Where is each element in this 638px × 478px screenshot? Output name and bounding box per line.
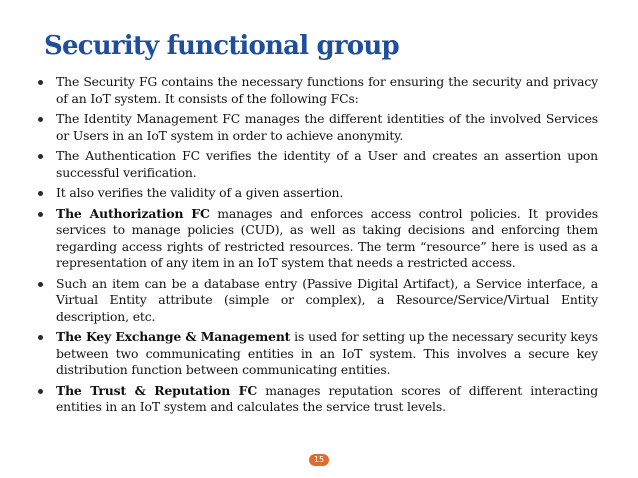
bullet-item-7 (0, 329, 638, 379)
bullet-item-2 (0, 111, 638, 144)
bullet-text: It also verifies the validity of a given assertion. (56, 185, 344, 200)
bullet-text: manages and enforces access control policies. It provides services to manage policies (CUD), as well as taking decisions and enforcing them regarding access rights of restricted resources. The term “resource” here is used as a representation of any item in an IoT system that needs a restricted access. (56, 205, 598, 270)
bullet-dot-icon (38, 335, 43, 340)
bullet-dot-icon (38, 389, 43, 394)
bullet-text: manages reputation scores of different interacting entities in an IoT system and calculates the service trust levels. (56, 382, 598, 414)
bullet-item-3 (0, 148, 638, 181)
bullet-text: The Identity Management FC manages the different identities of the involved Services or Users in an IoT system in order to achieve anonymity. (56, 111, 598, 143)
bullet-dot-icon (38, 212, 43, 217)
bullet-list (0, 74, 638, 420)
bullet-dot-icon (38, 154, 43, 159)
bullet-dot-icon (38, 80, 43, 85)
bullet-item-6 (0, 276, 638, 326)
bullet-bold-text: The Key Exchange & Management (56, 329, 291, 344)
bullet-dot-icon (38, 191, 43, 196)
bullet-dot-icon (38, 117, 43, 122)
bullet-item-8 (0, 383, 638, 416)
bullet-text: Such an item can be a database entry (Passive Digital Artifact), a Service interface, a Virtual Entity attribute (simple or complex), a Resource/Service/Virtual Entity description, etc. (56, 275, 598, 324)
bullet-text: is used for setting up the necessary security keys between two communicating entities in an IoT system. This involves a secure key distribution function between communicating entities. (56, 329, 598, 377)
bullet-dot-icon (38, 282, 43, 287)
bullet-text: The Authentication FC verifies the identity of a User and creates an assertion upon successful verification. (56, 148, 598, 180)
bullet-item-1 (0, 74, 638, 107)
bullet-bold-text: The Trust & Reputation FC (56, 382, 258, 398)
bullet-item-5 (0, 206, 638, 272)
page-number-badge: 15 (309, 454, 329, 466)
bullet-text: The Security FG contains the necessary functions for ensuring the security and privacy of an IoT system. It consists of the following FCs: (56, 74, 598, 106)
slide-title: Security functional group (44, 31, 399, 61)
bullet-item-4 (0, 185, 638, 202)
bullet-bold-text: The Authorization FC (56, 205, 210, 221)
